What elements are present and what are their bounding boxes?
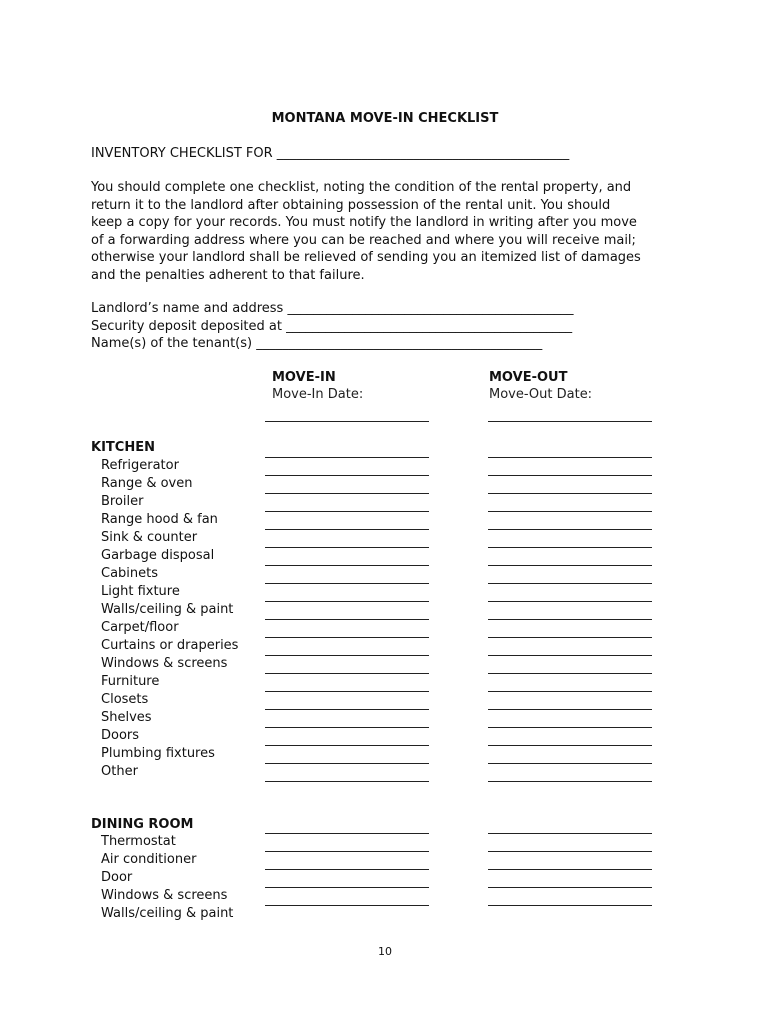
move-out-entry-line[interactable] [488,905,652,906]
kitchen-item-label: Walls/ceiling & paint [101,602,234,617]
move-out-entry-line[interactable] [488,763,652,764]
move-out-entry-line[interactable] [488,745,652,746]
intro-line: and the penalties adherent to that failure. [91,267,365,283]
intro-line: otherwise your landlord shall be relieved of sending you an itemized list of damages [91,250,641,265]
move-in-entry-line[interactable] [265,637,429,638]
move-in-entry-line[interactable] [265,529,429,530]
kitchen-heading: KITCHEN [91,440,155,455]
kitchen-item-label: Cabinets [101,566,159,581]
dining-room-heading: DINING ROOM [91,817,194,832]
move-in-entry-line[interactable] [265,673,429,674]
kitchen-item-label: Carpet/floor [101,620,179,635]
move-in-entry-line[interactable] [265,655,429,656]
kitchen-item-label: Shelves [101,710,152,725]
tenant-names-field: Name(s) of the tenant(s) ____________________________________________ [91,336,543,351]
move-in-entry-line[interactable] [265,887,429,888]
dining-item-label: Windows & screens [101,888,228,903]
inventory-checklist-for-line: INVENTORY CHECKLIST FOR _____________________________________________ [91,146,570,161]
move-out-entry-line[interactable] [488,637,652,638]
intro-line: You should complete one checklist, noting the condition of the rental property, and [91,180,632,195]
dining-item-label: Air conditioner [101,852,197,867]
move-in-entry-line[interactable] [265,745,429,746]
move-out-entry-line[interactable] [488,565,652,566]
move-out-date-line[interactable] [488,421,652,422]
move-out-entry-line[interactable] [488,655,652,656]
info-fields [91,300,573,353]
move-in-entry-line[interactable] [265,727,429,728]
move-out-entry-line[interactable] [488,833,652,834]
move-in-date-line[interactable] [265,421,429,422]
move-out-entry-line[interactable] [488,691,652,692]
move-out-entry-line[interactable] [488,601,652,602]
move-in-entry-line[interactable] [265,601,429,602]
kitchen-item-label: Light fixture [101,584,180,599]
move-in-entry-line[interactable] [265,619,429,620]
kitchen-item-label: Other [101,764,138,779]
move-out-entry-line[interactable] [488,887,652,888]
kitchen-item-label: Range hood & fan [101,512,218,527]
kitchen-item-label: Range & oven [101,476,193,491]
kitchen-item-label: Closets [101,692,149,707]
move-out-entry-line[interactable] [488,511,652,512]
move-out-entry-line[interactable] [488,781,652,782]
move-out-entry-line[interactable] [488,727,652,728]
move-out-entry-line[interactable] [488,673,652,674]
intro-line: keep a copy for your records. You must notify the landlord in writing after you move [91,215,637,230]
kitchen-item-label: Doors [101,728,140,743]
move-out-entry-line[interactable] [488,529,652,530]
move-out-heading: MOVE-OUT [489,370,568,385]
kitchen-item-label: Plumbing fixtures [101,746,215,761]
move-in-entry-line[interactable] [265,493,429,494]
kitchen-item-label: Sink & counter [101,530,198,545]
move-in-entry-line[interactable] [265,709,429,710]
intro-line: return it to the landlord after obtaining possession of the rental unit. You should [91,197,611,213]
page-number: 10 [378,945,392,958]
kitchen-item-label: Furniture [101,674,160,689]
kitchen-item-label: Curtains or draperies [101,638,239,653]
move-in-entry-line[interactable] [265,565,429,566]
kitchen-item-label: Garbage disposal [101,548,215,563]
move-out-entry-line[interactable] [488,493,652,494]
move-out-entry-line[interactable] [488,851,652,852]
dining-item-label: Walls/ceiling & paint [101,906,234,921]
move-out-entry-line[interactable] [488,475,652,476]
move-out-entry-line[interactable] [488,457,652,458]
move-in-entry-line[interactable] [265,905,429,906]
page-title: MONTANA MOVE-IN CHECKLIST [271,111,499,126]
landlord-name-address-field: Landlord’s name and address ____________________________________________ [91,301,574,316]
move-out-entry-line[interactable] [488,547,652,548]
move-in-entry-line[interactable] [265,763,429,764]
dining-item-label: Door [101,870,133,885]
move-out-date-label: Move-Out Date: [489,387,593,402]
security-deposit-field: Security deposit deposited at ____________________________________________ [91,318,573,334]
move-in-entry-line[interactable] [265,851,429,852]
move-out-entry-line[interactable] [488,583,652,584]
intro-paragraph [91,179,691,284]
move-in-entry-line[interactable] [265,691,429,692]
move-in-entry-line[interactable] [265,457,429,458]
dining-item-label: Thermostat [101,834,176,849]
move-out-entry-line[interactable] [488,619,652,620]
move-in-entry-line[interactable] [265,583,429,584]
intro-line: of a forwarding address where you can be reached and where you will receive mail; [91,232,636,248]
kitchen-item-label: Windows & screens [101,656,228,671]
move-in-entry-line[interactable] [265,547,429,548]
kitchen-item-label: Refrigerator [101,458,179,473]
move-out-entry-line[interactable] [488,709,652,710]
move-in-heading: MOVE-IN [272,370,336,385]
move-in-date-label: Move-In Date: [272,387,364,402]
kitchen-item-label: Broiler [101,494,144,509]
move-in-entry-line[interactable] [265,781,429,782]
move-in-entry-line[interactable] [265,833,429,834]
move-in-entry-line[interactable] [265,475,429,476]
move-out-entry-line[interactable] [488,869,652,870]
move-in-entry-line[interactable] [265,869,429,870]
move-in-entry-line[interactable] [265,511,429,512]
